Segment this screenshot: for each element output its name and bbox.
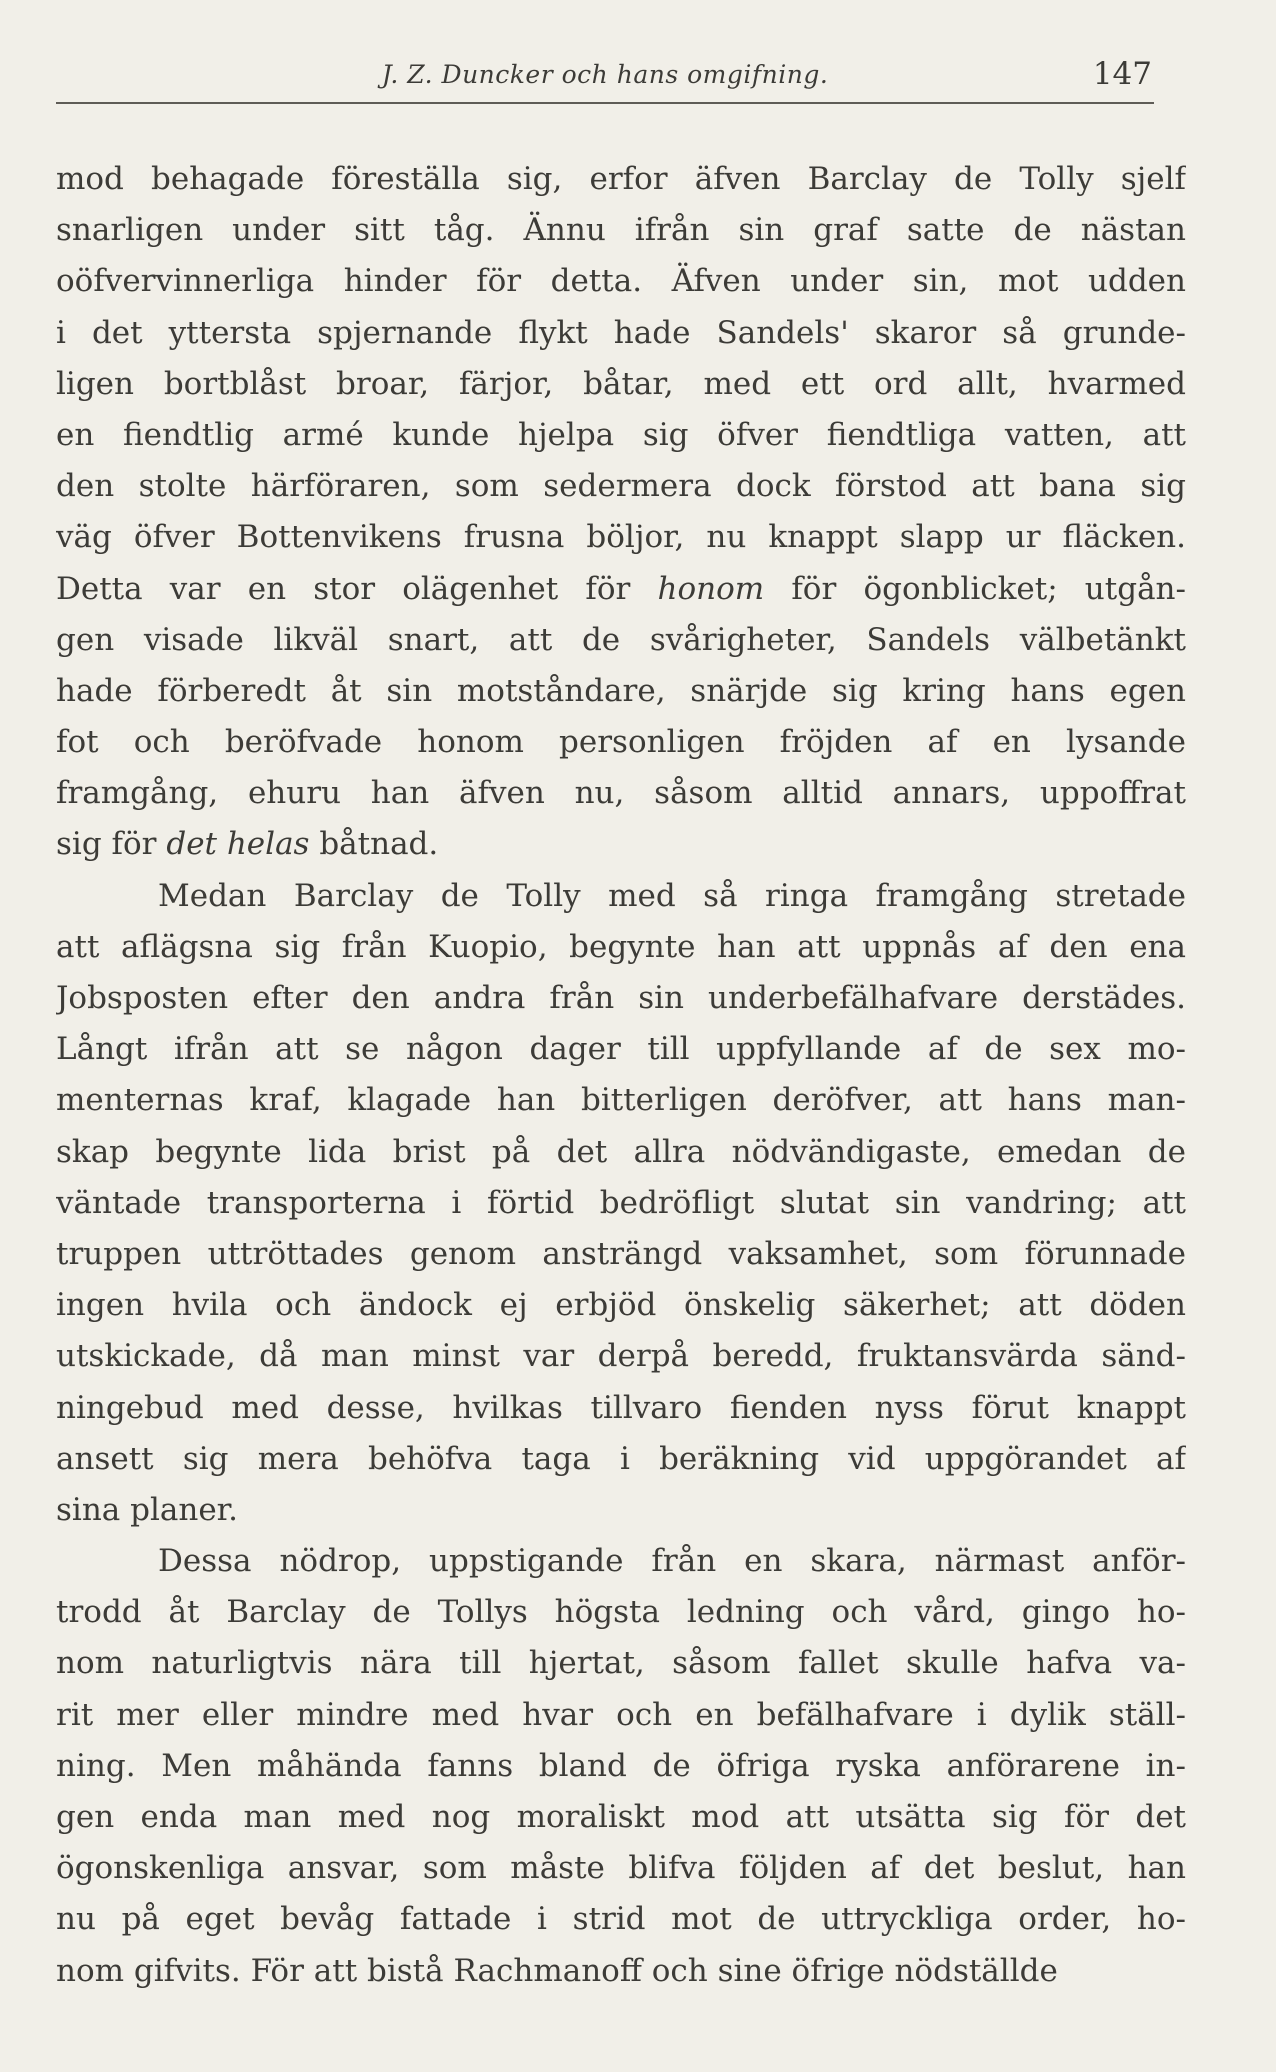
- text-line: trodd åt Barclay de Tollys högsta ledning och vård, gingo ho-: [56, 1594, 1186, 1631]
- text-line: ningebud med desse, hvilkas tillvaro fienden nyss förut knappt: [56, 1389, 1186, 1426]
- text-line: sig för det helas båtnad.: [56, 826, 439, 863]
- page-number: 147: [1092, 56, 1152, 92]
- text-line: hade förberedt åt sin motståndare, snärjde sig kring hans egen: [56, 672, 1186, 709]
- text-line: truppen uttröttades genom ansträngd vaksamhet, som förunnade: [56, 1235, 1186, 1272]
- text-line: Medan Barclay de Tolly med så ringa framgång stretade: [158, 877, 1186, 914]
- text-line: Dessa nödrop, uppstigande från en skara, närmast anför-: [158, 1543, 1186, 1580]
- text-line: väg öfver Bottenvikens frusna böljor, nu knappt slapp ur fläcken.: [56, 519, 1186, 556]
- text-line: menternas kraf, klagade han bitterligen deröfver, att hans man-: [56, 1082, 1186, 1119]
- body-text: [56, 154, 1186, 1997]
- text-line: gen visade likväl snart, att de svårigheter, Sandels välbetänkt: [56, 621, 1186, 658]
- text-line: nom gifvits. För att bistå Rachmanoff och sine öfrige nödställde: [56, 1952, 1058, 1989]
- text-line: ligen bortblåst broar, färjor, båtar, med ett ord allt, hvarmed: [56, 365, 1186, 402]
- text-line: att aflägsna sig från Kuopio, begynte han att uppnås af den ena: [56, 928, 1186, 965]
- text-line: mod behagade föreställa sig, erfor äfven Barclay de Tolly sjelf: [56, 161, 1186, 197]
- emphasis-text: honom: [657, 570, 765, 607]
- text-line: Detta var en stor olägenhet för honom för ögonblicket; utgån-: [56, 570, 1186, 607]
- text-line: oöfvervinnerliga hinder för detta. Äfven under sin, mot udden: [56, 263, 1186, 300]
- text-line: ansett sig mera behöfva taga i beräkning vid uppgörandet af: [56, 1440, 1186, 1477]
- text-line: den stolte härföraren, som sedermera dock förstod att bana sig: [56, 468, 1186, 505]
- running-title: J. Z. Duncker och hans omgifning.: [381, 60, 829, 89]
- text-line: ingen hvila och ändock ej erbjöd önskelig säkerhet; att döden: [56, 1287, 1186, 1324]
- text-line: ögonskenliga ansvar, som måste blifva följden af det beslut, han: [56, 1850, 1186, 1887]
- text-line: snarligen under sitt tåg. Ännu ifrån sin graf satte de nästan: [56, 212, 1186, 249]
- text-line: nom naturligtvis nära till hjertat, såsom fallet skulle hafva va-: [56, 1645, 1186, 1682]
- running-header: [56, 54, 1154, 104]
- text-line: rit mer eller mindre med hvar och en befälhafvare i dylik ställ-: [56, 1696, 1186, 1733]
- text-line: sina planer.: [56, 1491, 238, 1528]
- text-line: fot och beröfvade honom personligen fröjden af en lysande: [56, 724, 1186, 761]
- text-line: i det yttersta spjernande flykt hade Sandels' skaror så grunde-: [56, 314, 1186, 351]
- text-line: nu på eget bevåg fattade i strid mot de uttryckliga order, ho-: [56, 1901, 1186, 1938]
- text-line: väntade transporterna i förtid bedröfligt slutat sin vandring; att: [56, 1184, 1186, 1221]
- emphasis-text: det helas: [166, 826, 310, 863]
- text-line: gen enda man med nog moraliskt mod att utsätta sig för det: [56, 1799, 1186, 1835]
- text-line: framgång, ehuru han äfven nu, såsom alltid annars, uppoffrat: [56, 775, 1186, 812]
- text-line: Jobsposten efter den andra från sin underbefälhafvare derstädes.: [56, 980, 1186, 1016]
- text-line: skap begynte lida brist på det allra nödvändigaste, emedan de: [56, 1133, 1186, 1170]
- text-line: utskickade, då man minst var derpå beredd, fruktansvärda sänd-: [56, 1338, 1186, 1375]
- paragraph: [56, 1536, 1186, 1997]
- text-line: Långt ifrån att se någon dager till uppfyllande af de sex mo-: [56, 1031, 1186, 1068]
- paragraph: [56, 871, 1186, 1536]
- paragraph: [56, 154, 1186, 871]
- text-line: ning. Men måhända fanns bland de öfriga ryska anförarene in-: [56, 1747, 1186, 1784]
- text-line: en fiendtlig armé kunde hjelpa sig öfver fiendtliga vatten, att: [56, 416, 1186, 453]
